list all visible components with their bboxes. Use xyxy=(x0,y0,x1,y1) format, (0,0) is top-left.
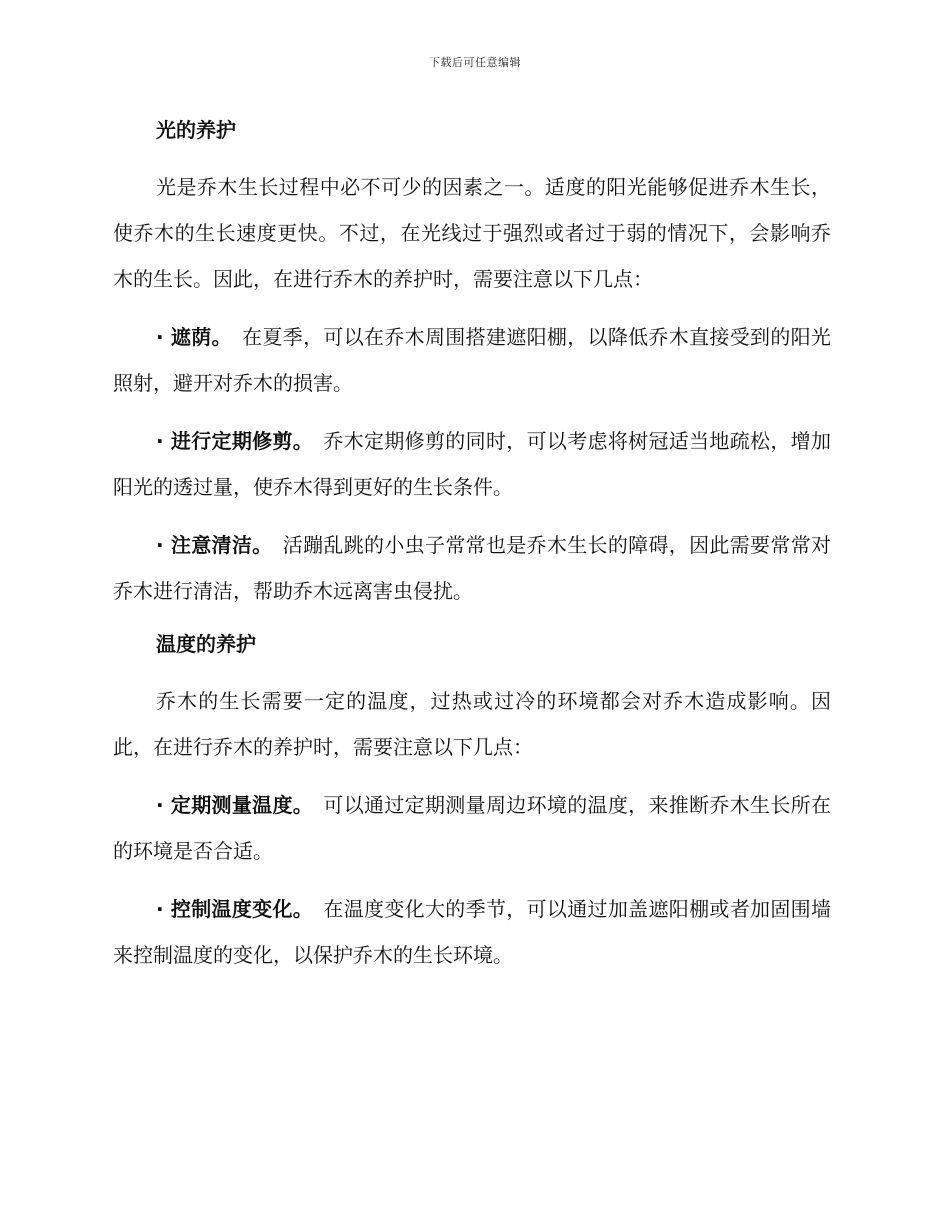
list-item-text: 在夏季，可以在乔木周围搭建遮阳棚，以降低乔木直接受到的阳光照射，避开对乔木的损害。 xyxy=(113,325,832,395)
list-item-lead: · 进行定期修剪。 xyxy=(156,429,314,453)
list-item-text: 活蹦乱跳的小虫子常常也是乔木生长的障碍，因此需要常常对乔木进行清洁，帮助乔木远离害虫侵扰。 xyxy=(113,533,832,603)
list-item-text: 可以通过定期测量周边环境的温度，来推断乔木生长所在的环境是否合适。 xyxy=(113,793,832,863)
section-heading-light: 光的养护 xyxy=(156,118,236,142)
list-item xyxy=(113,522,831,614)
list-item-lead: · 控制温度变化。 xyxy=(156,897,314,921)
section-intro-light: 光是乔木生长过程中必不可少的因素之一。适度的阳光能够促进乔木生长，使乔木的生长速度更快。不过，在光线过于强烈或者过于弱的情况下，会影响乔木的生长。因此，在进行乔木的养护时，需要注意以下几点： xyxy=(113,175,831,291)
list-item-text: 乔木定期修剪的同时，可以考虑将树冠适当地疏松，增加阳光的透过量，使乔木得到更好的生长条件。 xyxy=(113,429,832,499)
list-item-lead: · 注意清洁。 xyxy=(156,533,273,557)
document-body xyxy=(113,112,831,990)
list-item-lead: · 遮荫。 xyxy=(156,325,232,349)
list-item xyxy=(113,314,831,406)
list-item-lead: · 定期测量温度。 xyxy=(156,793,314,817)
section-heading-temperature: 温度的养护 xyxy=(156,632,256,656)
list-item-text: 在温度变化大的季节，可以通过加盖遮阳棚或者加固围墙来控制温度的变化，以保护乔木的生长环境。 xyxy=(113,897,832,967)
list-item xyxy=(113,886,831,978)
list-item xyxy=(113,782,831,874)
section-intro-temperature: 乔木的生长需要一定的温度，过热或过冷的环境都会对乔木造成影响。因此，在进行乔木的养护时，需要注意以下几点： xyxy=(113,689,831,759)
page-header-note: 下载后可任意编辑 xyxy=(429,56,521,69)
list-item xyxy=(113,418,831,510)
